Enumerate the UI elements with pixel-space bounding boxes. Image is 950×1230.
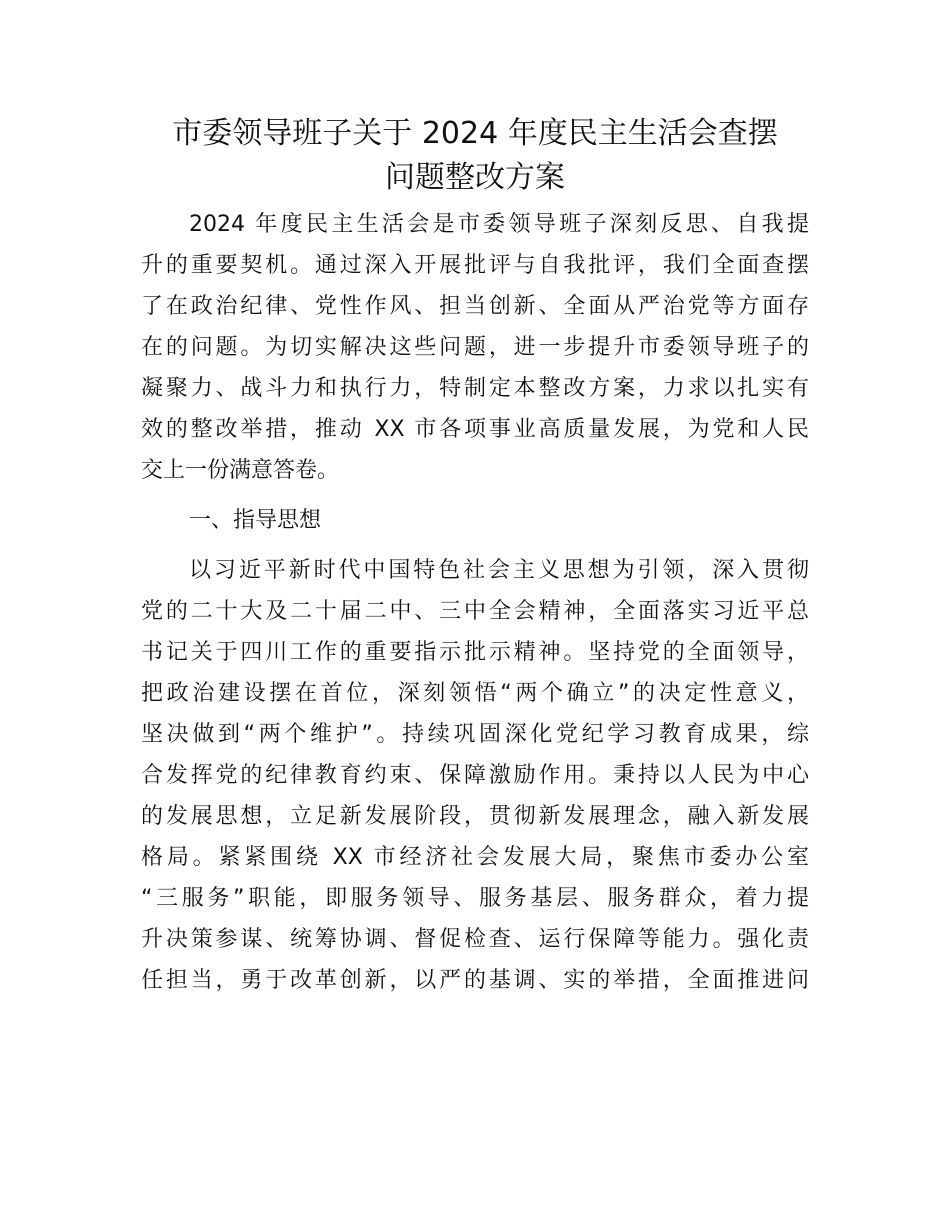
document-content bbox=[141, 112, 809, 1001]
title-line-2: 问题整改方案 bbox=[385, 160, 565, 195]
text-line: 升的重要契机。通过深入开展批评与自我批评，我们全面查摆 bbox=[141, 253, 809, 278]
text-line: 合发挥党的纪律教育约束、保障激励作用。秉持以人民为中心 bbox=[141, 763, 809, 788]
text-line: 在的问题。为切实解决这些问题，进一步提升市委领导班子的 bbox=[141, 335, 809, 360]
text-line: “三服务”职能，即服务领导、服务基层、服务群众，着力提 bbox=[141, 886, 809, 911]
text-line: 的发展思想，立足新发展阶段，贯彻新发展理念，融入新发展 bbox=[141, 804, 809, 829]
guiding-ideology-paragraph bbox=[141, 550, 809, 1001]
text-line: 交上一份满意答卷。 bbox=[141, 458, 340, 483]
text-line: 凝聚力、战斗力和执行力，特制定本整改方案，力求以扎实有 bbox=[141, 376, 809, 401]
text-line: 2024 年度民主生活会是市委领导班子深刻反思、自我提 bbox=[189, 212, 809, 237]
text-line: 升决策参谋、统筹协调、督促检查、运行保障等能力。强化责 bbox=[141, 927, 809, 952]
document-body bbox=[141, 204, 809, 1001]
text-line: 任担当，勇于改革创新，以严的基调、实的举措，全面推进问 bbox=[141, 968, 809, 993]
text-line: 格局。紧紧围绕 XX 市经济社会发展大局，聚焦市委办公室 bbox=[141, 845, 809, 870]
text-line: 效的整改举措，推动 XX 市各项事业高质量发展，为党和人民 bbox=[141, 417, 809, 442]
text-line: 坚决做到“两个维护”。持续巩固深化党纪学习教育成果，综 bbox=[141, 722, 809, 747]
document-title bbox=[141, 112, 809, 200]
text-line: 书记关于四川工作的重要指示批示精神。坚持党的全面领导， bbox=[141, 640, 809, 665]
title-line-1: 市委领导班子关于 2024 年度民主生活会查摆 bbox=[172, 116, 778, 151]
text-line: 以习近平新时代中国特色社会主义思想为引领，深入贯彻 bbox=[189, 558, 809, 583]
text-line: 党的二十大及二十届二中、三中全会精神，全面落实习近平总 bbox=[141, 599, 809, 624]
section-heading-guiding-ideology: 一、指导思想 bbox=[189, 508, 322, 533]
intro-paragraph bbox=[141, 204, 809, 491]
text-line: 把政治建设摆在首位，深刻领悟“两个确立”的决定性意义， bbox=[141, 681, 809, 706]
text-line: 了在政治纪律、党性作风、担当创新、全面从严治党等方面存 bbox=[141, 294, 809, 319]
